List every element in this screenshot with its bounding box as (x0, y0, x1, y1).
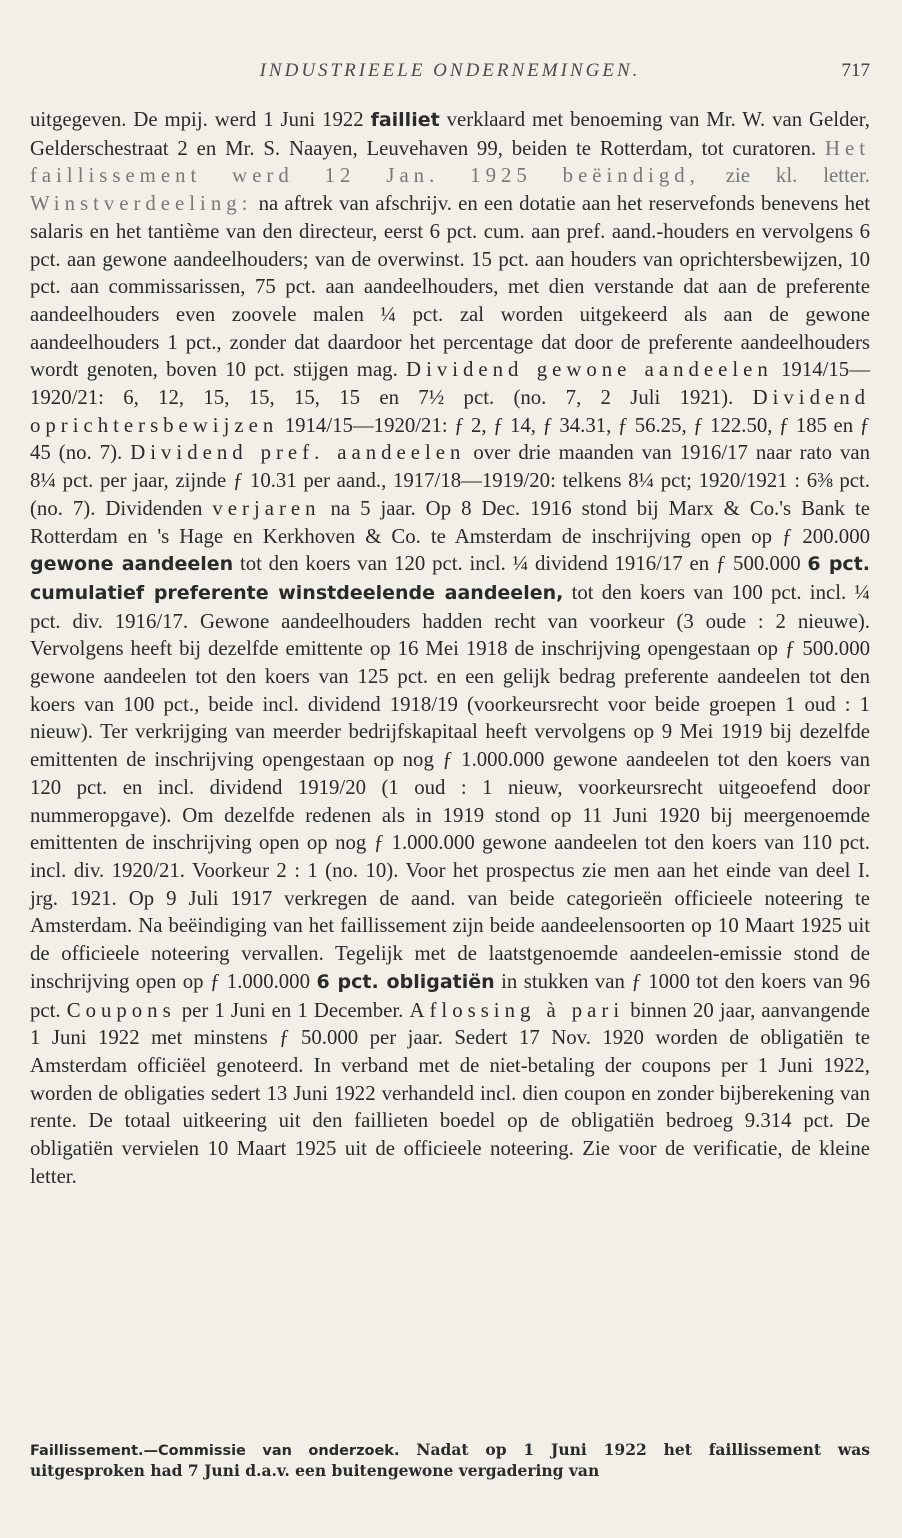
text-run: zie kl. letter. (699, 164, 870, 188)
text-run: 1914/15—1920/21: 6, 12, 15, 15, 15, 15 en 7½ pct. (no. 7, 2 Juli 1921). (30, 358, 870, 410)
spaced-word-verjaren: verjaren (212, 496, 321, 520)
text-run: verklaard met benoeming van Mr. W. van Gelder, Gelderschestraat 2 en Mr. S. Naayen, Leuvehaven 99, beiden te Rotterdam, tot curatoren. (30, 108, 870, 160)
body-text (30, 106, 870, 1190)
keyword-gewone-aandeelen: gewone aandeelen (30, 553, 234, 576)
small-print-note (30, 1440, 870, 1481)
spaced-heading-dividend-oprichters: Dividend oprichtersbewijzen (30, 386, 870, 437)
running-title: INDUSTRIEELE ONDERNEMINGEN. (259, 60, 641, 81)
text-run: uitgegeven. De mpij. werd 1 Juni 1922 (30, 108, 371, 131)
text-run: per 1 Juni en 1 December. (175, 998, 410, 1022)
spaced-heading-winstverdeeling: Winstverdeeling: (30, 192, 253, 216)
page-header (30, 60, 870, 90)
spaced-heading-dividend-gewone: Dividend gewone aandeelen (406, 358, 773, 382)
keyword-obligatien: 6 pct. obligatiën (316, 970, 495, 993)
spaced-heading-aflossing: Aflossing à pari (409, 998, 625, 1022)
spaced-heading-dividend-pref: Dividend pref. aandeelen (130, 441, 466, 465)
page-number: 717 (841, 60, 870, 81)
text-run: in stukken van ƒ 1000 tot den koers van 96 pct. (30, 969, 870, 1022)
text-run: na aftrek van afschrijv. en een dotatie aan het reservefonds benevens het salaris en het tantième van den directeur, eerst 6 pct. cum. aan pref. aand.-houders en vervolgens 6 pct. aan gewone aandeelhouders; van de overwinst. 15 pct. aan houders van oprichtersbewijzen, 10 pct. aan commissarissen, 75 pct. aan aandeelhouders, met dien verstande dat aan de preferente aandeelhouders even zoovele malen ¼ pct. zal worden uitgekeerd als aan de gewone aandeelhouders 1 pct., zonder dat daardoor het percentage dat door de preferente aandeelhouders wordt genoten, boven 10 pct. stijgen mag. (30, 192, 870, 382)
small-print-text: Nadat op 1 Juni 1922 het faillissement was uitgesproken had 7 Juni d.a.v. een buitengewone vergadering van (30, 1440, 870, 1480)
small-print-heading: Faillissement.—Commissie van onderzoek. (30, 1443, 400, 1459)
text-run: tot den koers van 100 pct. incl. ¼ pct. div. 1916/17. Gewone aandeelhouders hadden recht van voorkeur (3 oude : 2 nieuwe). Vervolgens heeft bij dezelfde emittente op 16 Mei 1918 de inschrijving opengestaan op ƒ 500.000 gewone aandeelen tot den koers van 125 pct. en een gelijk bedrag preferente aandeelen tot den koers van 100 pct., beide incl. dividend 1918/19 (voorkeursrecht voor beide groepen 1 oud : 1 nieuw). Ter verkrijging van meerder bedrijfskapitaal heeft vervolgens op 9 Mei 1919 bij dezelfde emittenten de inschrijving opengestaan op nog ƒ 1.000.000 gewone aandeelen tot den koers van 120 pct. en incl. dividend 1919/20 (1 oud : 1 nieuw, voorkeursrecht uitgeoefend door nummeropgave). Om dezelfde redenen als in 1919 stond op 11 Juni 1920 bij meergenoemde emittenten de inschrijving open op nog ƒ 1.000.000 gewone aandeelen tot den koers van 110 pct. incl. div. 1920/21. Voorkeur 2 : 1 (no. 10). Voor het prospectus zie men aan het einde van deel I. jrg. 1921. Op 9 Juli 1917 verkregen de aand. van beide categorieën officieele noteering te Amsterdam. Na beëindiging van het faillissement zijn beide aandeelensoorten op 10 Maart 1925 uit de officieele noteering vervallen. Tegelijk met de laatstgenoemde aandeelen-emissie stond de inschrijving open op ƒ 1.000.000 (30, 580, 870, 993)
spaced-heading-coupons: Coupons (66, 998, 176, 1022)
keyword-failliet: failliet (370, 109, 440, 131)
text-run: over drie maanden van 1916/17 naar rato van 8¼ pct. per jaar, zijnde ƒ 10.31 per aand., 1917/18—1919/20: telkens 8¼ pct; 1920/1921 : 6⅜ pct. (no. 7). Dividenden (30, 441, 870, 520)
text-run: tot den koers van 120 pct. incl. ¼ dividend 1916/17 en ƒ 500.000 (233, 552, 808, 576)
text-run: na 5 jaar. Op 8 Dec. 1916 stond bij Marx & Co.'s Bank te Rotterdam en 's Hage en Kerkhoven & Co. te Amsterdam de inschrijving open op ƒ 200.000 (30, 496, 870, 548)
keyword-preferente-aandeelen: 6 pct. cumulatief preferente winstdeelende aandeelen, (30, 553, 870, 604)
text-run: binnen 20 jaar, aanvangende 1 Juni 1922 met minstens ƒ 50.000 per jaar. Sedert 17 Nov. 1920 worden de obligatiën te Amsterdam officiëel genoteerd. In verband met de niet-betaling der coupons per 1 Juni 1922, worden de obligaties sedert 13 Juni 1922 verhandeld incl. dien coupon en zonder bijberekening van rente. De totaal uitkeering uit den faillieten boedel op de obligatiën bedroeg 9.314 pct. De obligatiën vervielen 10 Maart 1925 uit de officieele noteering. Zie voor de verificatie, de kleine letter. (30, 998, 870, 1188)
main-paragraph (30, 106, 870, 1190)
text-run: 1914/15—1920/21: ƒ 2, ƒ 14, ƒ 34.31, ƒ 56.25, ƒ 122.50, ƒ 185 en ƒ 45 (no. 7). (30, 413, 870, 465)
spaced-heading-faillissement: Het faillissement werd 12 Jan. 1925 beëindigd, (30, 136, 870, 188)
